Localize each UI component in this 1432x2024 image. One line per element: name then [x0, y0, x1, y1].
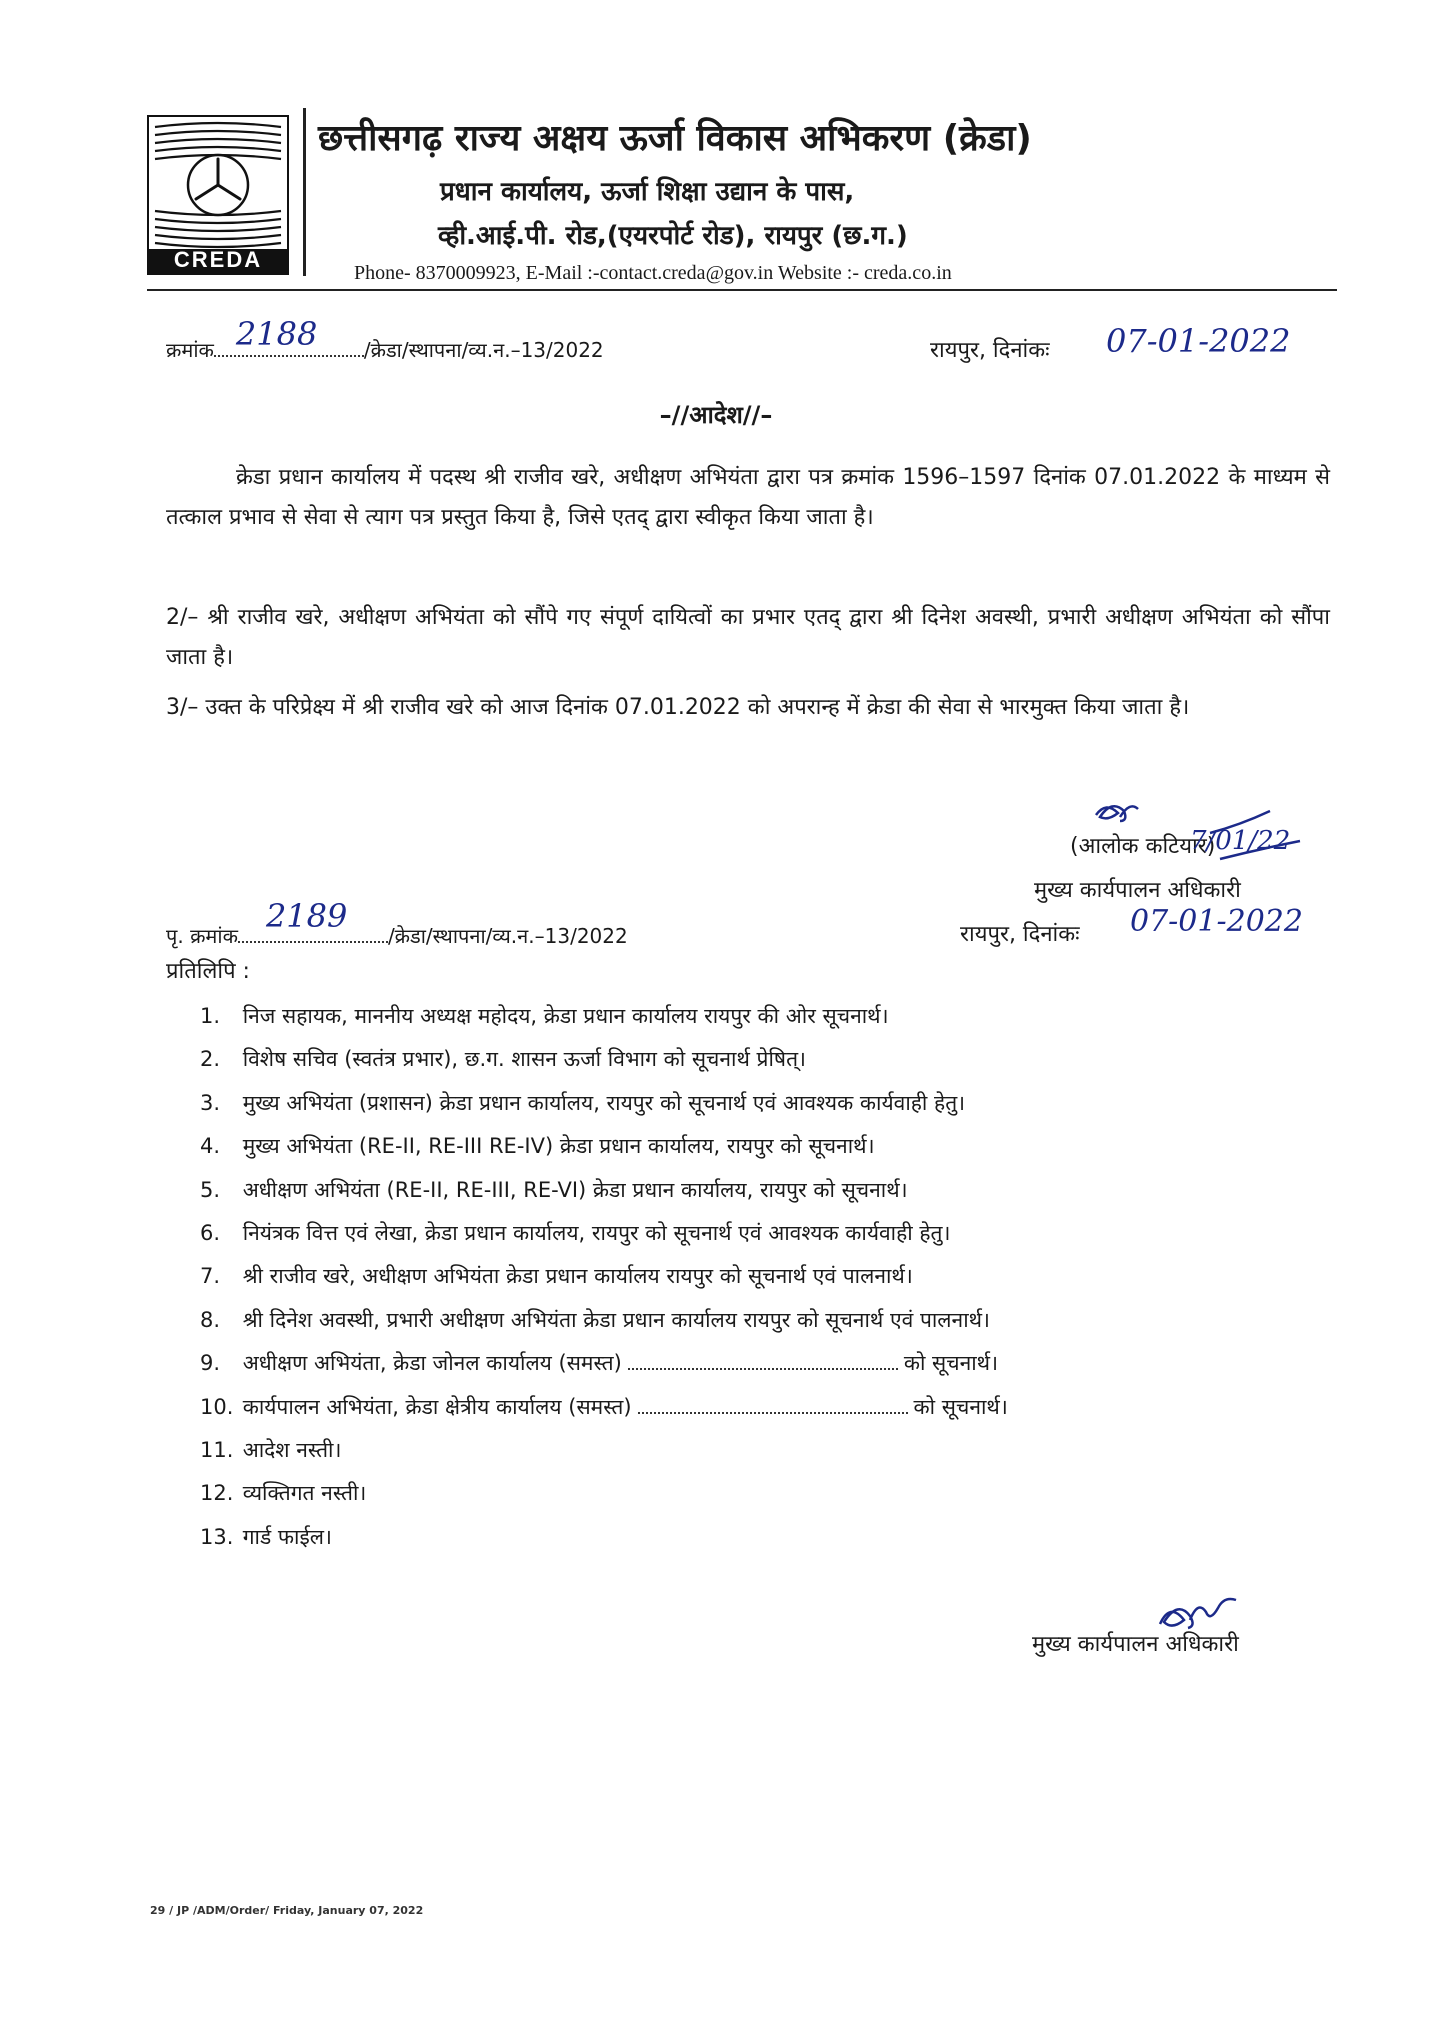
item-number: 7.	[200, 1264, 221, 1289]
list-item	[200, 1429, 1330, 1472]
item-text: विशेष सचिव (स्वतंत्र प्रभार), छ.ग. शासन ऊर्जा विभाग को सूचनार्थ प्रेषित्।	[242, 1047, 807, 1072]
list-item	[200, 1342, 1330, 1385]
copy-date-handwritten: 07-01-2022	[1130, 904, 1303, 939]
copy-place-date	[960, 918, 1080, 948]
order-ref-dots	[214, 315, 364, 357]
signatory-1-sign-date: 7/01/22	[1190, 826, 1291, 856]
item-text: गार्ड फाईल।	[242, 1524, 332, 1549]
item-number: 3.	[200, 1090, 221, 1115]
list-item	[200, 1386, 1330, 1429]
item-text: व्यक्तिगत नस्ती।	[242, 1481, 367, 1506]
letterhead-divider	[303, 108, 306, 276]
list-item	[200, 1082, 1330, 1125]
item-text: मुख्य अभियंता (प्रशासन) क्रेडा प्रधान कार्यालय, रायपुर को सूचनार्थ एवं आवश्यक कार्यवाही हेतु।	[242, 1090, 966, 1115]
item-number: 6.	[200, 1220, 221, 1245]
item-text: नियंत्रक वित्त एवं लेखा, क्रेडा प्रधान कार्यालय, रायपुर को सूचनार्थ एवं आवश्यक कार्यवाही हेतु।	[242, 1220, 951, 1245]
item-number: 1.	[200, 1004, 221, 1028]
copy-ref-label: पृ. क्रमांक	[166, 924, 238, 948]
item-tail: को सूचनार्थ।	[913, 1394, 1008, 1419]
item-number: 10.	[200, 1394, 234, 1419]
paragraph-2: 2/– श्री राजीव खरे, अधीक्षण अभियंता को सौंपे गए संपूर्ण दायित्वों का प्रभार एतद् द्वारा श्री दिनेश अवस्थी, प्रभारी अधीक्षण अभियंता को सौंपा जाता है।	[166, 605, 1330, 670]
item-number: 11.	[200, 1437, 234, 1462]
creda-logo	[147, 115, 289, 275]
order-date-label: रायपुर, दिनांकः	[930, 338, 1050, 363]
contact-line: Phone- 8370009923, E-Mail :-contact.creda@gov.in Website :- creda.co.in	[354, 262, 952, 284]
address-line-1: प्रधान कार्यालय, ऊर्जा शिक्षा उद्यान के पास,	[440, 177, 855, 207]
order-title: –//आदेश//–	[659, 401, 773, 429]
item-tail: को सूचनार्थ।	[903, 1351, 999, 1376]
copy-date-label: रायपुर, दिनांकः	[960, 922, 1080, 947]
item-text: अधीक्षण अभियंता (RE-II, RE-III, RE-VI) क्रेडा प्रधान कार्यालय, रायपुर को सूचनार्थ।	[242, 1177, 908, 1202]
item-number: 8.	[200, 1307, 221, 1332]
copy-reference	[166, 897, 628, 949]
copy-ref-number: 2189	[265, 897, 348, 935]
item-text: अधीक्षण अभियंता, क्रेडा जोनल कार्यालय (समस्त)	[242, 1351, 622, 1376]
order-place-date	[930, 334, 1050, 364]
list-item	[200, 1169, 1330, 1212]
order-ref-suffix: /क्रेडा/स्थापना/व्य.न.–13/2022	[363, 338, 604, 362]
item-text: निज सहायक, माननीय अध्यक्ष महोदय, क्रेडा प्रधान कार्यालय रायपुर की ओर सूचनार्थ।	[242, 1004, 889, 1028]
fill-dots	[628, 1354, 898, 1370]
item-text: श्री दिनेश अवस्थी, प्रभारी अधीक्षण अभियंता क्रेडा प्रधान कार्यालय रायपुर को सूचनार्थ एवं पालनार्थ।	[242, 1307, 991, 1332]
item-number: 13.	[200, 1524, 234, 1549]
item-text: कार्यपालन अभियंता, क्रेडा क्षेत्रीय कार्यालय (समस्त)	[242, 1394, 632, 1419]
paragraph-3: 3/– उक्त के परिप्रेक्ष्य में श्री राजीव खरे को आज दिनांक 07.01.2022 को अपरान्ह में क्रेडा की सेवा से भारमुक्त किया जाता है।	[166, 695, 1190, 720]
list-item	[200, 1125, 1330, 1168]
item-text: मुख्य अभियंता (RE-II, RE-III RE-IV) क्रेडा प्रधान कार्यालय, रायपुर को सूचनार्थ।	[242, 1134, 875, 1159]
letterhead-rule	[147, 289, 1337, 291]
list-item	[200, 1516, 1330, 1559]
order-date-handwritten: 07-01-2022	[1106, 322, 1291, 360]
signatory-2-designation: मुख्य कार्यपालन अधिकारी	[1032, 1632, 1239, 1657]
list-item	[200, 1212, 1330, 1255]
fill-dots	[638, 1398, 908, 1414]
order-ref-number: 2188	[235, 315, 318, 353]
list-item	[200, 1038, 1330, 1081]
address-line-2: व्ही.आई.पी. रोड,(एयरपोर्ट रोड), रायपुर (छ.ग.)	[438, 221, 908, 251]
list-item	[200, 1472, 1330, 1515]
list-item	[200, 1299, 1330, 1342]
copy-to-label: प्रतिलिपि :	[166, 959, 250, 984]
list-item	[200, 995, 1330, 1038]
item-number: 2.	[200, 1047, 221, 1072]
item-number: 5.	[200, 1177, 221, 1202]
paragraph-1: क्रेडा प्रधान कार्यालय में पदस्थ श्री राजीव खरे, अधीक्षण अभियंता द्वारा पत्र क्रमांक 1596–1597 दिनांक 07.01.2022 के माध्यम से तत्काल प्रभाव से सेवा से त्याग पत्र प्रस्तुत किया है, जिसे एतद् द्वारा स्वीकृत किया जाता है।	[166, 465, 1330, 530]
item-text: श्री राजीव खरे, अधीक्षण अभियंता क्रेडा प्रधान कार्यालय रायपुर को सूचनार्थ एवं पालनार्थ।	[242, 1264, 913, 1289]
item-number: 12.	[200, 1481, 234, 1506]
logo-label: CREDA	[173, 247, 263, 272]
copy-ref-dots	[238, 897, 388, 943]
order-reference	[166, 315, 604, 363]
footer-reference: 29 / JP /ADM/Order/ Friday, January 07, 2022	[150, 1904, 424, 1917]
signatory-1-name: (आलोक कटियार)	[1070, 834, 1216, 859]
order-ref-label: क्रमांक	[166, 338, 214, 362]
signatory-1-designation: मुख्य कार्यपालन अधिकारी	[1034, 878, 1241, 903]
item-number: 4.	[200, 1134, 221, 1159]
list-item	[200, 1255, 1330, 1298]
copy-ref-suffix: /क्रेडा/स्थापना/व्य.न.–13/2022	[387, 924, 628, 948]
copy-to-list	[200, 995, 1330, 1559]
organization-name: छत्तीसगढ़ राज्य अक्षय ऊर्जा विकास अभिकरण (क्रेडा)	[318, 118, 1032, 159]
item-text: आदेश नस्ती।	[242, 1437, 342, 1462]
item-number: 9.	[200, 1351, 221, 1376]
